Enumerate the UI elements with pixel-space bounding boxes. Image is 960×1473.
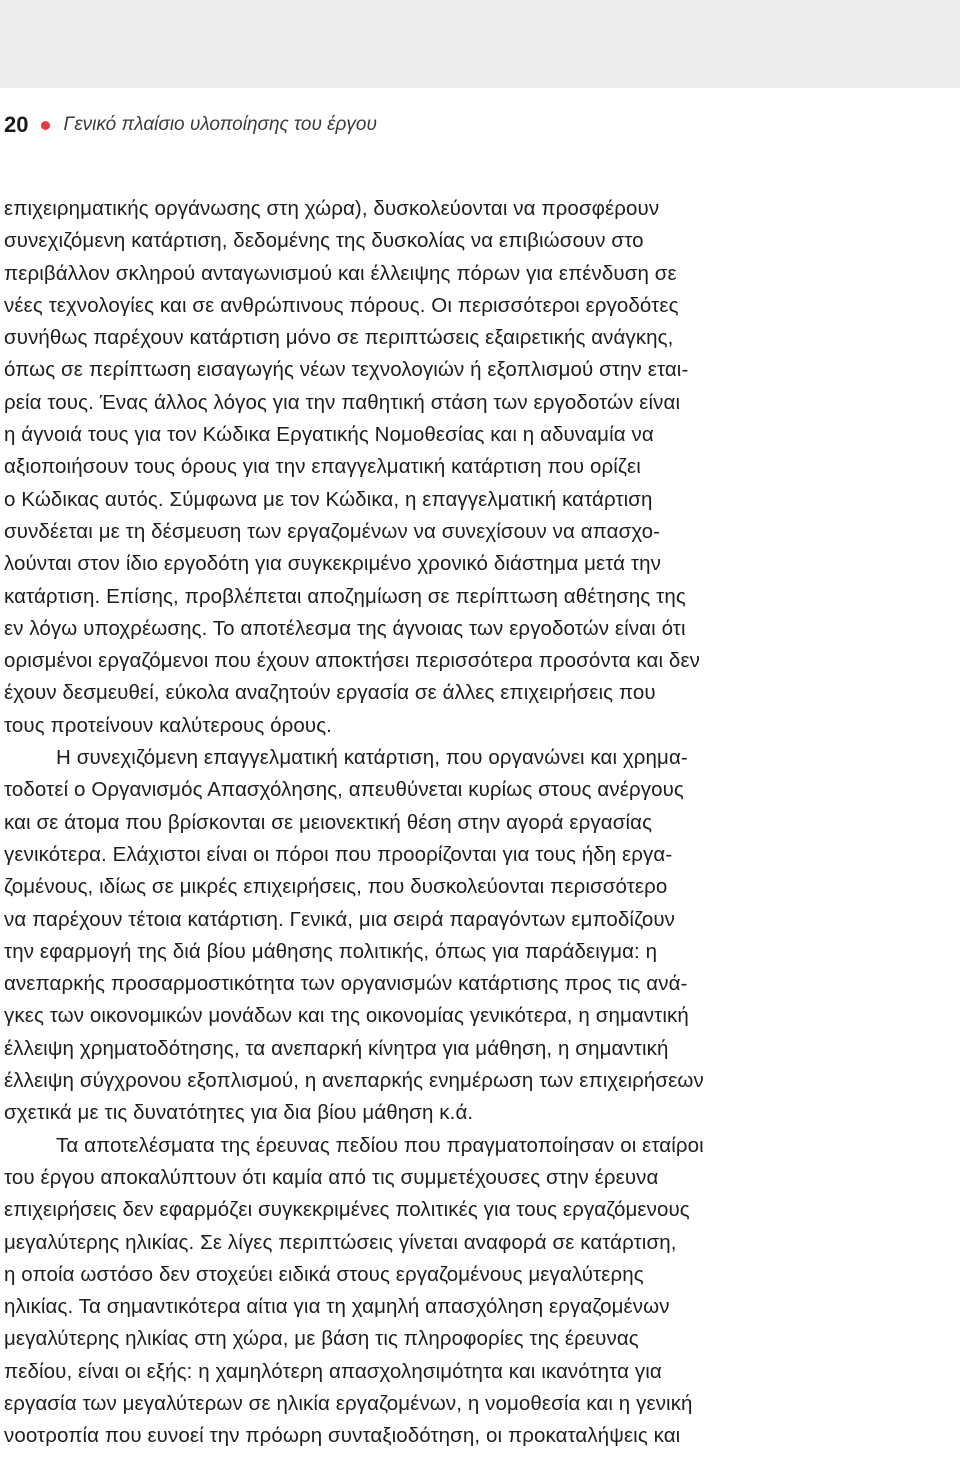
text-line: νοοτροπία που ευνοεί την πρόωρη συνταξιοδότηση, οι προκαταλήψεις και <box>4 1424 681 1448</box>
text-line: του έργου αποκαλύπτουν ότι καμία από τις συμμετέχουσες στην έρευνα <box>4 1165 659 1189</box>
running-title: Γενικό πλαίσιο υλοποίησης του έργου <box>63 114 377 135</box>
text-line: επιχειρηματικής οργάνωσης στη χώρα), δυσκολεύονται να προσφέρουν <box>4 197 660 220</box>
text-line: γενικότερα. Ελάχιστοι είναι οι πόροι που προορίζονται για τους ήδη εργα- <box>4 842 673 866</box>
text-line: να παρέχουν τέτοια κατάρτιση. Γενικά, μια σειρά παραγόντων εμποδίζουν <box>4 907 676 931</box>
text-line: εν λόγω υποχρέωσης. Το αποτέλεσμα της άγνοιας των εργοδοτών είναι ότι <box>4 616 686 640</box>
text-line: ο Κώδικας αυτός. Σύμφωνα με τον Κώδικα, η επαγγελματική κατάρτιση <box>4 487 653 511</box>
text-line: όπως σε περίπτωση εισαγωγής νέων τεχνολογιών ή εξοπλισμού στην εται- <box>4 358 689 382</box>
text-line: και σε άτομα που βρίσκονται σε μειονεκτική θέση στην αγορά εργασίας <box>4 810 653 834</box>
text-line: η άγνοιά τους για τον Κώδικα Εργατικής Νομοθεσίας και η αδυναμία να <box>4 423 654 447</box>
text-line: έλλειψη σύγχρονου εξοπλισμού, η ανεπαρκής ενημέρωση των επιχειρήσεων <box>4 1069 704 1093</box>
text-line: περιβάλλον σκληρού ανταγωνισμού και έλλειψης πόρων για επένδυση σε <box>4 261 677 285</box>
text-line: αξιοποιήσουν τους όρους για την επαγγελματική κατάρτιση που ορίζει <box>4 455 641 479</box>
text-line: μεγαλύτερης ηλικίας στη χώρα, με βάση τις πληροφορίες της έρευνας <box>4 1327 639 1351</box>
text-line: μεγαλύτερης ηλικίας. Σε λίγες περιπτώσεις γίνεται αναφορά σε κατάρτιση, <box>4 1230 677 1254</box>
text-line: πεδίου, είναι οι εξής: η χαμηλότερη απασχολησιμότητα και ικανότητα για <box>4 1359 662 1383</box>
text-line: έχουν δεσμευθεί, εύκολα αναζητούν εργασία σε άλλες επιχειρήσεις που <box>4 681 656 705</box>
body-text <box>4 193 958 1453</box>
text-line: εργασία των μεγαλύτερων σε ηλικία εργαζομένων, η νομοθεσία και η γενική <box>4 1391 693 1415</box>
text-line: συνήθως παρέχουν κατάρτιση μόνο σε περιπτώσεις εξαιρετικής ανάγκης, <box>4 326 674 350</box>
bullet-dot-icon <box>41 121 50 130</box>
page-header <box>0 108 377 142</box>
text-line: ορισμένοι εργαζόμενοι που έχουν αποκτήσει περισσότερα προσόντα και δεν <box>4 649 701 673</box>
text-line: νέες τεχνολογίες και σε ανθρώπινους πόρους. Οι περισσότεροι εργοδότες <box>4 293 679 317</box>
text-line: ζομένους, ιδίως σε μικρές επιχειρήσεις, που δυσκολεύονται περισσότερο <box>4 875 668 899</box>
text-line: συνεχιζόμενη κατάρτιση, δεδομένης της δυσκολίας να επιβιώσουν στο <box>4 229 644 253</box>
text-line: την εφαρμογή της διά βίου μάθησης πολιτικής, όπως για παράδειγμα: η <box>4 939 658 963</box>
text-line: Τα αποτελέσματα της έρευνας πεδίου που πραγματοποίησαν οι εταίροι <box>56 1133 704 1157</box>
text-line: συνδέεται με τη δέσμευση των εργαζομένων να συνεχίσουν να απασχο- <box>4 519 661 543</box>
text-line: κατάρτιση. Επίσης, προβλέπεται αποζημίωση σε περίπτωση αθέτησης της <box>4 584 686 608</box>
text-line: Η συνεχιζόμενη επαγγελματική κατάρτιση, που οργανώνει και χρημα- <box>56 746 688 770</box>
text-line: έλλειψη χρηματοδότησης, τα ανεπαρκή κίνητρα για μάθηση, η σημαντική <box>4 1036 669 1060</box>
text-line: η οποία ωστόσο δεν στοχεύει ειδικά στους εργαζομένους μεγαλύτερης <box>4 1262 644 1286</box>
text-line: λούνται στον ίδιο εργοδότη για συγκεκριμένο χρονικό διάστημα μετά την <box>4 552 661 576</box>
text-line: ανεπαρκής προσαρμοστικότητα των οργανισμών κατάρτισης προς τις ανά- <box>4 972 688 996</box>
page-number: 20 <box>4 112 29 137</box>
text-line: σχετικά με τις δυνατότητες για δια βίου μάθηση κ.ά. <box>4 1101 474 1125</box>
text-line: τοδοτεί ο Οργανισμός Απασχόλησης, απευθύνεται κυρίως στους ανέργους <box>4 778 684 802</box>
text-line: επιχειρήσεις δεν εφαρμόζει συγκεκριμένες πολιτικές για τους εργαζόμενους <box>4 1198 690 1222</box>
text-line: ρεία τους. Ένας άλλος λόγος για την παθητική στάση των εργοδοτών είναι <box>4 390 681 414</box>
text-line: γκες των οικονομικών μονάδων και της οικονομίας γενικότερα, η σημαντική <box>4 1004 689 1028</box>
header-band <box>0 0 960 88</box>
text-line: ηλικίας. Τα σημαντικότερα αίτια για τη χαμηλή απασχόληση εργαζομένων <box>4 1295 670 1319</box>
text-line: τους προτείνουν καλύτερους όρους. <box>4 713 332 737</box>
